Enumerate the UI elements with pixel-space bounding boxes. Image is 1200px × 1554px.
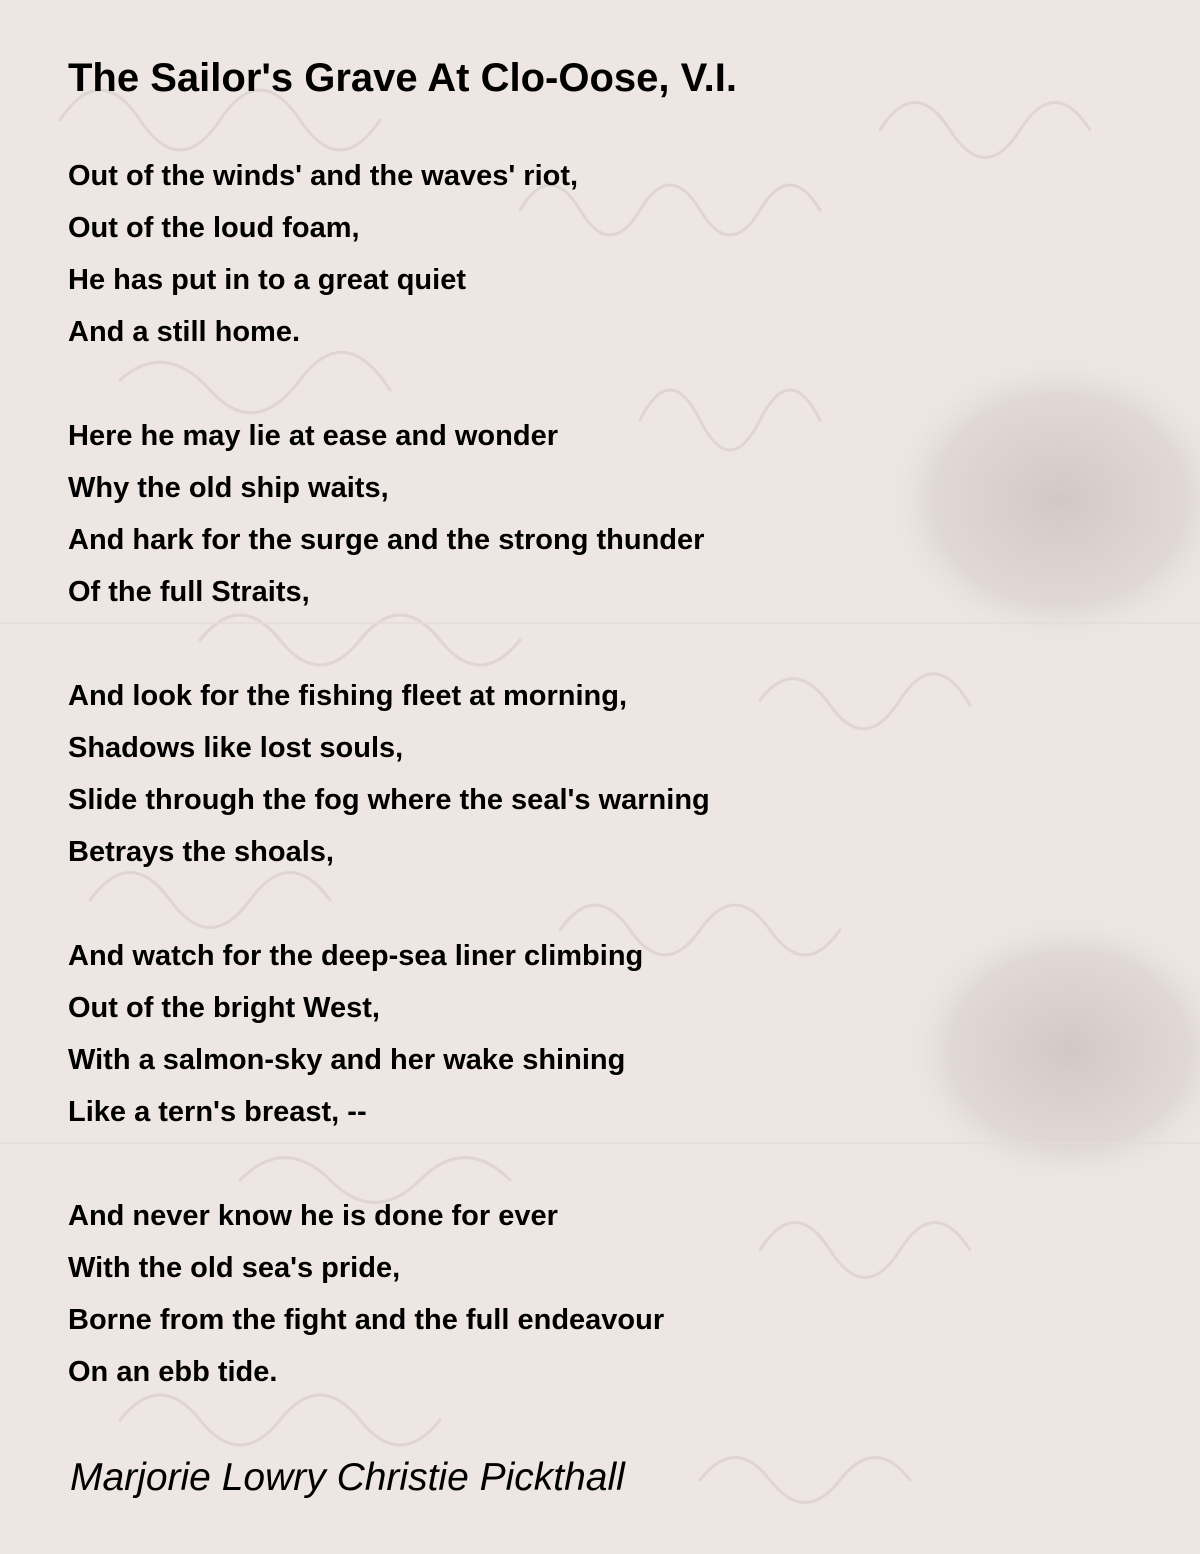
poem-line: Betrays the shoals,: [68, 836, 334, 868]
poem-line: And hark for the surge and the strong thunder: [68, 524, 705, 556]
stanza: [68, 1190, 1068, 1398]
poem-line: With the old sea's pride,: [68, 1252, 401, 1284]
poem-author: Marjorie Lowry Christie Pickthall: [70, 1456, 625, 1499]
poem-line: With a salmon-sky and her wake shining: [68, 1044, 626, 1076]
poem-line: Out of the loud foam,: [68, 212, 360, 244]
poem-title: The Sailor's Grave At Clo-Oose, V.I.: [68, 56, 737, 100]
stanza: [68, 150, 1068, 358]
poem-line: Out of the winds' and the waves' riot,: [68, 160, 579, 192]
poem-line: Slide through the fog where the seal's warning: [68, 784, 710, 816]
poem-line: He has put in to a great quiet: [68, 264, 466, 296]
poem-line: Shadows like lost souls,: [68, 732, 404, 764]
poem-line: Out of the bright West,: [68, 992, 380, 1024]
poem-line: Like a tern's breast, --: [68, 1096, 367, 1128]
stanza: [68, 930, 1068, 1138]
stanza: [68, 410, 1068, 618]
poem-line: Borne from the fight and the full endeavour: [68, 1304, 665, 1336]
stanza: [68, 670, 1068, 878]
poem-line: And look for the fishing fleet at morning,: [68, 680, 628, 712]
poem-line: And never know he is done for ever: [68, 1200, 558, 1232]
poem-line: Why the old ship waits,: [68, 472, 389, 504]
poem-line: On an ebb tide.: [68, 1356, 278, 1388]
poem-line: And watch for the deep-sea liner climbing: [68, 940, 644, 972]
poem-line: Of the full Straits,: [68, 576, 310, 608]
poem-line: And a still home.: [68, 316, 301, 348]
poem-body: [68, 150, 1068, 1450]
poem-line: Here he may lie at ease and wonder: [68, 420, 558, 452]
